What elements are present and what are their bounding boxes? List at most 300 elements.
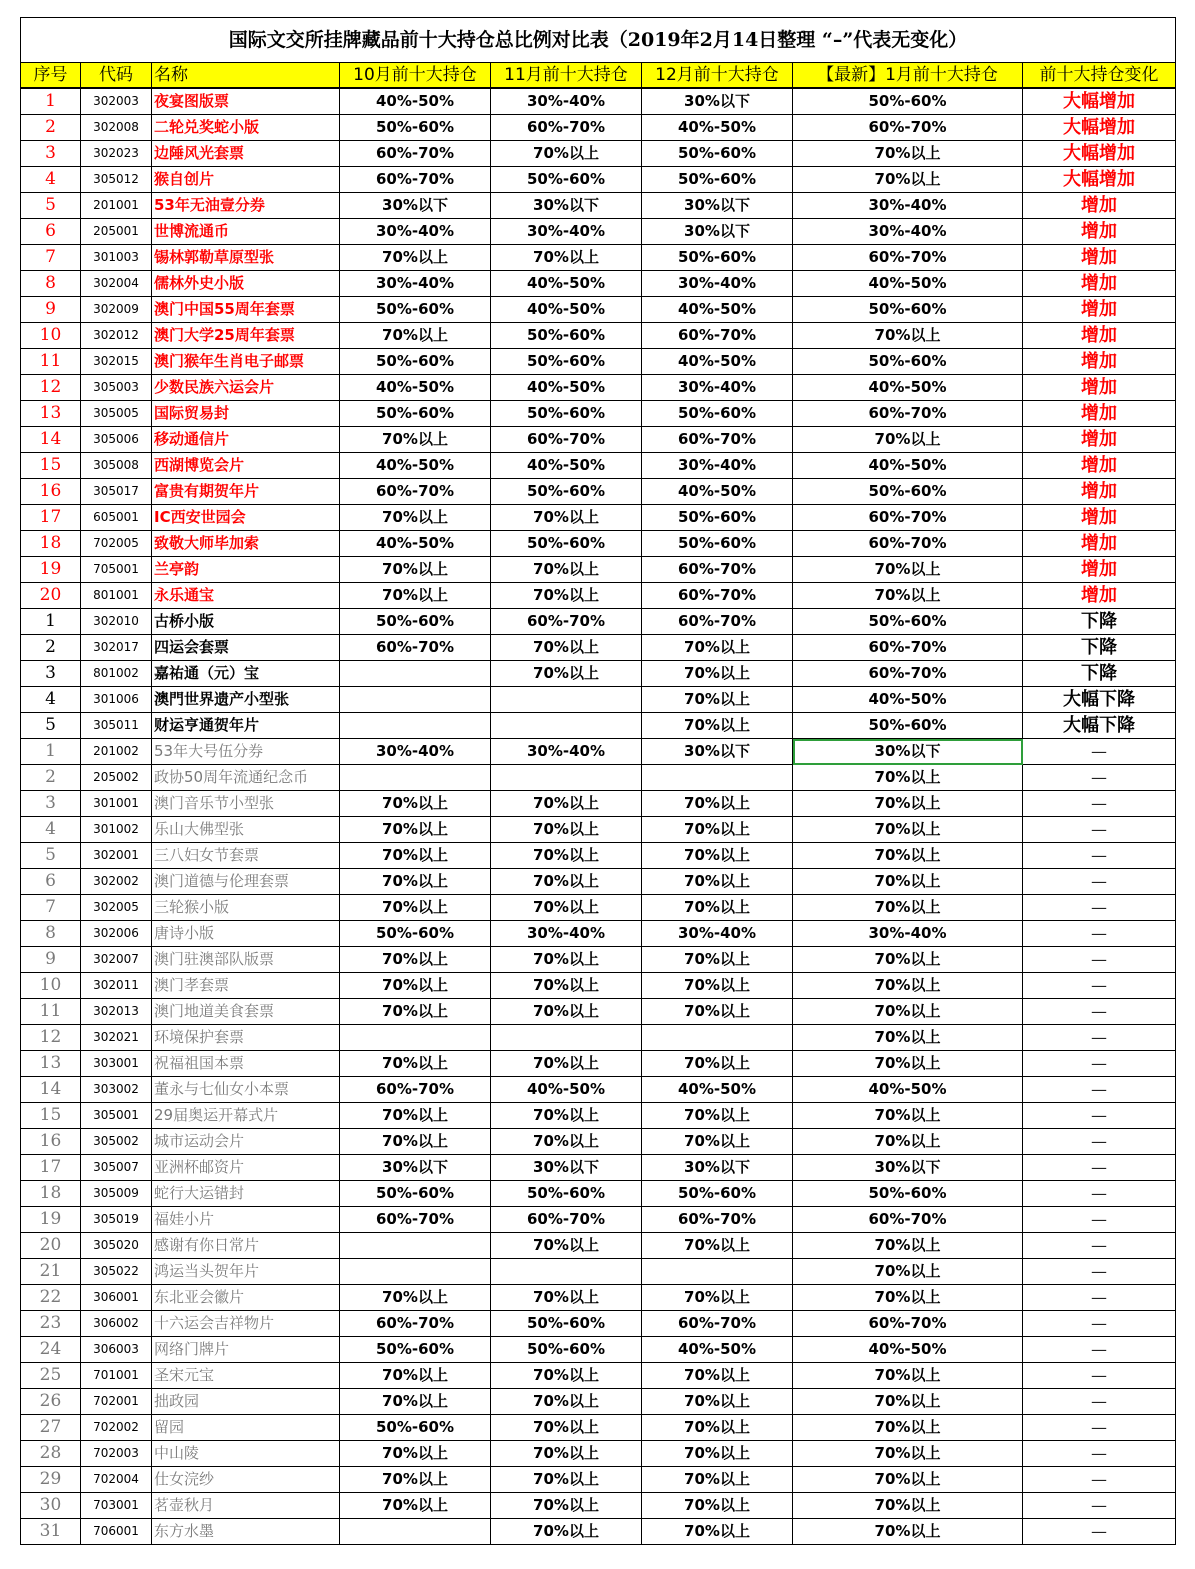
- row-nov-cell[interactable]: 70%以上: [491, 973, 642, 999]
- row-jan-cell[interactable]: 30%以下: [793, 739, 1023, 765]
- row-index-cell[interactable]: 11: [21, 349, 81, 375]
- header-oct[interactable]: 10月前十大持仓: [340, 63, 491, 89]
- row-jan-cell[interactable]: 70%以上: [793, 1285, 1023, 1311]
- row-dec-cell[interactable]: 40%-50%: [642, 1337, 793, 1363]
- row-change-cell[interactable]: —: [1023, 921, 1176, 947]
- row-jan-cell[interactable]: 70%以上: [793, 323, 1023, 349]
- row-nov-cell[interactable]: 70%以上: [491, 245, 642, 271]
- row-nov-cell[interactable]: 70%以上: [491, 1519, 642, 1545]
- row-nov-cell[interactable]: 30%-40%: [491, 739, 642, 765]
- row-dec-cell[interactable]: 30%-40%: [642, 375, 793, 401]
- row-index-cell[interactable]: 20: [21, 583, 81, 609]
- row-jan-cell[interactable]: 70%以上: [793, 1233, 1023, 1259]
- row-jan-cell[interactable]: 70%以上: [793, 1129, 1023, 1155]
- row-jan-cell[interactable]: 70%以上: [793, 1051, 1023, 1077]
- row-name-cell[interactable]: 古桥小版: [152, 609, 340, 635]
- row-change-cell[interactable]: 增加: [1023, 375, 1176, 401]
- row-code-cell[interactable]: 705001: [81, 557, 152, 583]
- row-nov-cell[interactable]: 70%以上: [491, 1389, 642, 1415]
- row-nov-cell[interactable]: 50%-60%: [491, 1311, 642, 1337]
- row-change-cell[interactable]: —: [1023, 1155, 1176, 1181]
- row-change-cell[interactable]: 增加: [1023, 531, 1176, 557]
- row-name-cell[interactable]: 永乐通宝: [152, 583, 340, 609]
- row-oct-cell[interactable]: 70%以上: [340, 817, 491, 843]
- row-code-cell[interactable]: 305011: [81, 713, 152, 739]
- row-jan-cell[interactable]: 40%-50%: [793, 271, 1023, 297]
- row-jan-cell[interactable]: 60%-70%: [793, 635, 1023, 661]
- row-jan-cell[interactable]: 70%以上: [793, 1025, 1023, 1051]
- row-dec-cell[interactable]: 70%以上: [642, 1129, 793, 1155]
- row-change-cell[interactable]: 大幅增加: [1023, 167, 1176, 193]
- row-code-cell[interactable]: 305006: [81, 427, 152, 453]
- row-dec-cell[interactable]: 70%以上: [642, 1285, 793, 1311]
- row-change-cell[interactable]: 增加: [1023, 349, 1176, 375]
- row-code-cell[interactable]: 303002: [81, 1077, 152, 1103]
- row-jan-cell[interactable]: 70%以上: [793, 869, 1023, 895]
- row-code-cell[interactable]: 302013: [81, 999, 152, 1025]
- row-code-cell[interactable]: 302002: [81, 869, 152, 895]
- row-jan-cell[interactable]: 50%-60%: [793, 349, 1023, 375]
- row-index-cell[interactable]: 19: [21, 557, 81, 583]
- row-change-cell[interactable]: —: [1023, 1207, 1176, 1233]
- row-nov-cell[interactable]: 50%-60%: [491, 1181, 642, 1207]
- header-change[interactable]: 前十大持仓变化: [1023, 63, 1176, 89]
- row-change-cell[interactable]: 下降: [1023, 635, 1176, 661]
- row-code-cell[interactable]: 303001: [81, 1051, 152, 1077]
- row-name-cell[interactable]: 唐诗小版: [152, 921, 340, 947]
- row-dec-cell[interactable]: [642, 1259, 793, 1285]
- row-jan-cell[interactable]: 40%-50%: [793, 1337, 1023, 1363]
- row-nov-cell[interactable]: 60%-70%: [491, 1207, 642, 1233]
- row-oct-cell[interactable]: 30%-40%: [340, 219, 491, 245]
- row-dec-cell[interactable]: 70%以上: [642, 1389, 793, 1415]
- row-code-cell[interactable]: 301001: [81, 791, 152, 817]
- row-oct-cell[interactable]: 70%以上: [340, 1441, 491, 1467]
- row-change-cell[interactable]: 大幅下降: [1023, 713, 1176, 739]
- row-index-cell[interactable]: 4: [21, 687, 81, 713]
- row-name-cell[interactable]: 53年无油壹分券: [152, 193, 340, 219]
- row-dec-cell[interactable]: 70%以上: [642, 843, 793, 869]
- row-change-cell[interactable]: 增加: [1023, 557, 1176, 583]
- row-change-cell[interactable]: —: [1023, 1103, 1176, 1129]
- row-code-cell[interactable]: 302023: [81, 141, 152, 167]
- row-nov-cell[interactable]: 70%以上: [491, 895, 642, 921]
- row-oct-cell[interactable]: [340, 1259, 491, 1285]
- row-code-cell[interactable]: 301002: [81, 817, 152, 843]
- row-change-cell[interactable]: 大幅增加: [1023, 141, 1176, 167]
- row-jan-cell[interactable]: 50%-60%: [793, 609, 1023, 635]
- row-change-cell[interactable]: —: [1023, 1077, 1176, 1103]
- row-dec-cell[interactable]: 70%以上: [642, 635, 793, 661]
- row-oct-cell[interactable]: 70%以上: [340, 869, 491, 895]
- row-jan-cell[interactable]: 60%-70%: [793, 505, 1023, 531]
- row-dec-cell[interactable]: 50%-60%: [642, 1181, 793, 1207]
- row-index-cell[interactable]: 5: [21, 843, 81, 869]
- row-change-cell[interactable]: —: [1023, 739, 1176, 765]
- row-change-cell[interactable]: 下降: [1023, 661, 1176, 687]
- row-change-cell[interactable]: 增加: [1023, 323, 1176, 349]
- row-nov-cell[interactable]: 70%以上: [491, 661, 642, 687]
- row-jan-cell[interactable]: 70%以上: [793, 1441, 1023, 1467]
- row-oct-cell[interactable]: 70%以上: [340, 1389, 491, 1415]
- row-name-cell[interactable]: 富贵有期贺年片: [152, 479, 340, 505]
- row-change-cell[interactable]: —: [1023, 947, 1176, 973]
- row-change-cell[interactable]: 增加: [1023, 583, 1176, 609]
- row-oct-cell[interactable]: [340, 1233, 491, 1259]
- row-code-cell[interactable]: 201002: [81, 739, 152, 765]
- row-nov-cell[interactable]: 70%以上: [491, 1051, 642, 1077]
- row-oct-cell[interactable]: 70%以上: [340, 245, 491, 271]
- row-code-cell[interactable]: 302010: [81, 609, 152, 635]
- row-jan-cell[interactable]: 70%以上: [793, 791, 1023, 817]
- row-index-cell[interactable]: 9: [21, 947, 81, 973]
- row-index-cell[interactable]: 1: [21, 88, 81, 115]
- row-nov-cell[interactable]: 70%以上: [491, 843, 642, 869]
- row-name-cell[interactable]: 澳门中国55周年套票: [152, 297, 340, 323]
- row-index-cell[interactable]: 15: [21, 1103, 81, 1129]
- row-name-cell[interactable]: 亚洲杯邮资片: [152, 1155, 340, 1181]
- row-change-cell[interactable]: —: [1023, 1415, 1176, 1441]
- row-code-cell[interactable]: 302008: [81, 115, 152, 141]
- row-change-cell[interactable]: —: [1023, 1467, 1176, 1493]
- row-index-cell[interactable]: 16: [21, 1129, 81, 1155]
- row-nov-cell[interactable]: 50%-60%: [491, 401, 642, 427]
- row-code-cell[interactable]: 305002: [81, 1129, 152, 1155]
- row-jan-cell[interactable]: 60%-70%: [793, 115, 1023, 141]
- row-index-cell[interactable]: 29: [21, 1467, 81, 1493]
- row-nov-cell[interactable]: 70%以上: [491, 557, 642, 583]
- row-jan-cell[interactable]: 60%-70%: [793, 1207, 1023, 1233]
- row-code-cell[interactable]: 305022: [81, 1259, 152, 1285]
- row-code-cell[interactable]: 301006: [81, 687, 152, 713]
- row-name-cell[interactable]: 福娃小片: [152, 1207, 340, 1233]
- row-code-cell[interactable]: 305012: [81, 167, 152, 193]
- row-oct-cell[interactable]: 60%-70%: [340, 167, 491, 193]
- row-index-cell[interactable]: 10: [21, 973, 81, 999]
- row-code-cell[interactable]: 306001: [81, 1285, 152, 1311]
- row-change-cell[interactable]: 增加: [1023, 271, 1176, 297]
- row-oct-cell[interactable]: 40%-50%: [340, 88, 491, 115]
- row-name-cell[interactable]: 国际贸易封: [152, 401, 340, 427]
- row-change-cell[interactable]: —: [1023, 843, 1176, 869]
- header-code[interactable]: 代码: [81, 63, 152, 89]
- row-change-cell[interactable]: 大幅增加: [1023, 88, 1176, 115]
- row-jan-cell[interactable]: 70%以上: [793, 141, 1023, 167]
- row-code-cell[interactable]: 302003: [81, 88, 152, 115]
- row-index-cell[interactable]: 10: [21, 323, 81, 349]
- row-name-cell[interactable]: 网络门牌片: [152, 1337, 340, 1363]
- row-jan-cell[interactable]: 70%以上: [793, 1493, 1023, 1519]
- row-jan-cell[interactable]: 70%以上: [793, 1467, 1023, 1493]
- row-nov-cell[interactable]: 50%-60%: [491, 323, 642, 349]
- row-dec-cell[interactable]: 60%-70%: [642, 427, 793, 453]
- row-dec-cell[interactable]: 50%-60%: [642, 245, 793, 271]
- row-oct-cell[interactable]: 70%以上: [340, 1285, 491, 1311]
- row-change-cell[interactable]: 增加: [1023, 401, 1176, 427]
- row-index-cell[interactable]: 22: [21, 1285, 81, 1311]
- row-oct-cell[interactable]: 50%-60%: [340, 921, 491, 947]
- row-jan-cell[interactable]: 40%-50%: [793, 687, 1023, 713]
- row-code-cell[interactable]: 306003: [81, 1337, 152, 1363]
- row-jan-cell[interactable]: 70%以上: [793, 1389, 1023, 1415]
- row-oct-cell[interactable]: 70%以上: [340, 427, 491, 453]
- row-dec-cell[interactable]: 60%-70%: [642, 1207, 793, 1233]
- row-name-cell[interactable]: 嘉祐通（元）宝: [152, 661, 340, 687]
- row-oct-cell[interactable]: 50%-60%: [340, 349, 491, 375]
- row-change-cell[interactable]: 增加: [1023, 427, 1176, 453]
- row-oct-cell[interactable]: 70%以上: [340, 947, 491, 973]
- row-dec-cell[interactable]: 50%-60%: [642, 531, 793, 557]
- row-jan-cell[interactable]: 30%以下: [793, 1155, 1023, 1181]
- header-nov[interactable]: 11月前十大持仓: [491, 63, 642, 89]
- row-dec-cell[interactable]: 70%以上: [642, 817, 793, 843]
- row-name-cell[interactable]: 祝福祖国本票: [152, 1051, 340, 1077]
- row-index-cell[interactable]: 19: [21, 1207, 81, 1233]
- row-name-cell[interactable]: 锡林郭勒草原型张: [152, 245, 340, 271]
- row-oct-cell[interactable]: 70%以上: [340, 843, 491, 869]
- row-change-cell[interactable]: 增加: [1023, 479, 1176, 505]
- row-dec-cell[interactable]: 70%以上: [642, 947, 793, 973]
- row-name-cell[interactable]: 儒林外史小版: [152, 271, 340, 297]
- row-oct-cell[interactable]: 70%以上: [340, 1129, 491, 1155]
- row-index-cell[interactable]: 8: [21, 921, 81, 947]
- row-index-cell[interactable]: 3: [21, 661, 81, 687]
- row-jan-cell[interactable]: 70%以上: [793, 557, 1023, 583]
- row-oct-cell[interactable]: 70%以上: [340, 973, 491, 999]
- row-oct-cell[interactable]: 70%以上: [340, 791, 491, 817]
- row-nov-cell[interactable]: 70%以上: [491, 817, 642, 843]
- row-oct-cell[interactable]: 40%-50%: [340, 375, 491, 401]
- row-jan-cell[interactable]: 70%以上: [793, 583, 1023, 609]
- row-code-cell[interactable]: 302005: [81, 895, 152, 921]
- row-jan-cell[interactable]: 70%以上: [793, 1103, 1023, 1129]
- row-index-cell[interactable]: 5: [21, 713, 81, 739]
- row-oct-cell[interactable]: 70%以上: [340, 1493, 491, 1519]
- row-index-cell[interactable]: 12: [21, 1025, 81, 1051]
- row-code-cell[interactable]: 605001: [81, 505, 152, 531]
- row-nov-cell[interactable]: 50%-60%: [491, 479, 642, 505]
- row-oct-cell[interactable]: 30%以下: [340, 1155, 491, 1181]
- row-code-cell[interactable]: 305020: [81, 1233, 152, 1259]
- row-change-cell[interactable]: —: [1023, 1259, 1176, 1285]
- row-nov-cell[interactable]: 50%-60%: [491, 349, 642, 375]
- row-dec-cell[interactable]: 60%-70%: [642, 1311, 793, 1337]
- row-name-cell[interactable]: 仕女浣纱: [152, 1467, 340, 1493]
- header-index[interactable]: 序号: [21, 63, 81, 89]
- row-code-cell[interactable]: 702004: [81, 1467, 152, 1493]
- row-change-cell[interactable]: —: [1023, 1337, 1176, 1363]
- row-dec-cell[interactable]: [642, 765, 793, 791]
- row-name-cell[interactable]: 董永与七仙女小本票: [152, 1077, 340, 1103]
- header-jan[interactable]: 【最新】1月前十大持仓: [793, 63, 1023, 89]
- row-dec-cell[interactable]: 70%以上: [642, 661, 793, 687]
- row-change-cell[interactable]: —: [1023, 817, 1176, 843]
- row-oct-cell[interactable]: 70%以上: [340, 999, 491, 1025]
- row-jan-cell[interactable]: 60%-70%: [793, 661, 1023, 687]
- row-oct-cell[interactable]: 70%以上: [340, 895, 491, 921]
- row-change-cell[interactable]: 增加: [1023, 297, 1176, 323]
- row-dec-cell[interactable]: 70%以上: [642, 1051, 793, 1077]
- row-index-cell[interactable]: 15: [21, 453, 81, 479]
- row-index-cell[interactable]: 20: [21, 1233, 81, 1259]
- row-dec-cell[interactable]: 70%以上: [642, 1467, 793, 1493]
- row-change-cell[interactable]: 增加: [1023, 193, 1176, 219]
- row-code-cell[interactable]: 305005: [81, 401, 152, 427]
- row-index-cell[interactable]: 5: [21, 193, 81, 219]
- row-nov-cell[interactable]: [491, 1025, 642, 1051]
- row-dec-cell[interactable]: 50%-60%: [642, 505, 793, 531]
- row-nov-cell[interactable]: 70%以上: [491, 1363, 642, 1389]
- row-oct-cell[interactable]: [340, 687, 491, 713]
- row-index-cell[interactable]: 30: [21, 1493, 81, 1519]
- row-jan-cell[interactable]: 70%以上: [793, 427, 1023, 453]
- row-dec-cell[interactable]: 70%以上: [642, 973, 793, 999]
- row-nov-cell[interactable]: [491, 765, 642, 791]
- row-name-cell[interactable]: 澳门孝套票: [152, 973, 340, 999]
- row-change-cell[interactable]: 增加: [1023, 245, 1176, 271]
- row-nov-cell[interactable]: 40%-50%: [491, 1077, 642, 1103]
- row-dec-cell[interactable]: 40%-50%: [642, 297, 793, 323]
- row-oct-cell[interactable]: 70%以上: [340, 583, 491, 609]
- row-index-cell[interactable]: 17: [21, 505, 81, 531]
- row-name-cell[interactable]: IC西安世园会: [152, 505, 340, 531]
- row-oct-cell[interactable]: 60%-70%: [340, 635, 491, 661]
- row-change-cell[interactable]: —: [1023, 1233, 1176, 1259]
- row-nov-cell[interactable]: [491, 1259, 642, 1285]
- row-nov-cell[interactable]: 60%-70%: [491, 609, 642, 635]
- row-nov-cell[interactable]: 70%以上: [491, 1415, 642, 1441]
- row-index-cell[interactable]: 3: [21, 791, 81, 817]
- row-index-cell[interactable]: 9: [21, 297, 81, 323]
- row-name-cell[interactable]: 茗壶秋月: [152, 1493, 340, 1519]
- row-index-cell[interactable]: 25: [21, 1363, 81, 1389]
- row-code-cell[interactable]: 302009: [81, 297, 152, 323]
- row-code-cell[interactable]: 205001: [81, 219, 152, 245]
- row-code-cell[interactable]: 702005: [81, 531, 152, 557]
- row-index-cell[interactable]: 26: [21, 1389, 81, 1415]
- row-oct-cell[interactable]: 60%-70%: [340, 479, 491, 505]
- row-dec-cell[interactable]: 40%-50%: [642, 479, 793, 505]
- header-name[interactable]: 名称: [152, 63, 340, 89]
- row-jan-cell[interactable]: 70%以上: [793, 1415, 1023, 1441]
- row-name-cell[interactable]: 29届奥运开幕式片: [152, 1103, 340, 1129]
- row-oct-cell[interactable]: 60%-70%: [340, 1077, 491, 1103]
- row-index-cell[interactable]: 13: [21, 1051, 81, 1077]
- row-nov-cell[interactable]: 40%-50%: [491, 453, 642, 479]
- row-nov-cell[interactable]: 50%-60%: [491, 1337, 642, 1363]
- row-oct-cell[interactable]: 70%以上: [340, 1467, 491, 1493]
- row-index-cell[interactable]: 14: [21, 1077, 81, 1103]
- row-dec-cell[interactable]: 40%-50%: [642, 349, 793, 375]
- row-jan-cell[interactable]: 60%-70%: [793, 1311, 1023, 1337]
- row-nov-cell[interactable]: 70%以上: [491, 635, 642, 661]
- row-jan-cell[interactable]: 40%-50%: [793, 453, 1023, 479]
- row-dec-cell[interactable]: 30%-40%: [642, 453, 793, 479]
- row-dec-cell[interactable]: 30%-40%: [642, 271, 793, 297]
- row-name-cell[interactable]: 东方水墨: [152, 1519, 340, 1545]
- row-nov-cell[interactable]: 70%以上: [491, 1467, 642, 1493]
- row-name-cell[interactable]: 澳门道德与伦理套票: [152, 869, 340, 895]
- row-oct-cell[interactable]: 40%-50%: [340, 531, 491, 557]
- row-nov-cell[interactable]: [491, 687, 642, 713]
- row-code-cell[interactable]: 302012: [81, 323, 152, 349]
- row-jan-cell[interactable]: 50%-60%: [793, 297, 1023, 323]
- row-change-cell[interactable]: —: [1023, 1493, 1176, 1519]
- row-jan-cell[interactable]: 30%-40%: [793, 219, 1023, 245]
- row-name-cell[interactable]: 西湖博览会片: [152, 453, 340, 479]
- row-name-cell[interactable]: 四运会套票: [152, 635, 340, 661]
- row-dec-cell[interactable]: 60%-70%: [642, 609, 793, 635]
- row-name-cell[interactable]: 中山陵: [152, 1441, 340, 1467]
- row-dec-cell[interactable]: 70%以上: [642, 895, 793, 921]
- row-oct-cell[interactable]: 60%-70%: [340, 141, 491, 167]
- row-nov-cell[interactable]: 30%-40%: [491, 921, 642, 947]
- row-nov-cell[interactable]: 70%以上: [491, 947, 642, 973]
- row-oct-cell[interactable]: 50%-60%: [340, 1337, 491, 1363]
- row-code-cell[interactable]: 302011: [81, 973, 152, 999]
- row-code-cell[interactable]: 302001: [81, 843, 152, 869]
- row-nov-cell[interactable]: 40%-50%: [491, 297, 642, 323]
- row-dec-cell[interactable]: 50%-60%: [642, 401, 793, 427]
- row-nov-cell[interactable]: 70%以上: [491, 1103, 642, 1129]
- row-index-cell[interactable]: 1: [21, 739, 81, 765]
- row-jan-cell[interactable]: 70%以上: [793, 765, 1023, 791]
- row-index-cell[interactable]: 6: [21, 219, 81, 245]
- row-index-cell[interactable]: 7: [21, 895, 81, 921]
- row-code-cell[interactable]: 702001: [81, 1389, 152, 1415]
- row-dec-cell[interactable]: 70%以上: [642, 999, 793, 1025]
- row-jan-cell[interactable]: 50%-60%: [793, 713, 1023, 739]
- row-index-cell[interactable]: 2: [21, 635, 81, 661]
- row-nov-cell[interactable]: 30%以下: [491, 193, 642, 219]
- row-dec-cell[interactable]: 70%以上: [642, 791, 793, 817]
- row-oct-cell[interactable]: 70%以上: [340, 1103, 491, 1129]
- row-code-cell[interactable]: 306002: [81, 1311, 152, 1337]
- row-code-cell[interactable]: 302006: [81, 921, 152, 947]
- row-name-cell[interactable]: 财运亨通贺年片: [152, 713, 340, 739]
- row-dec-cell[interactable]: 40%-50%: [642, 1077, 793, 1103]
- row-oct-cell[interactable]: 50%-60%: [340, 297, 491, 323]
- row-oct-cell[interactable]: 40%-50%: [340, 453, 491, 479]
- row-jan-cell[interactable]: 70%以上: [793, 1363, 1023, 1389]
- row-index-cell[interactable]: 24: [21, 1337, 81, 1363]
- row-jan-cell[interactable]: 70%以上: [793, 167, 1023, 193]
- row-index-cell[interactable]: 2: [21, 115, 81, 141]
- row-name-cell[interactable]: 乐山大佛型张: [152, 817, 340, 843]
- row-oct-cell[interactable]: 30%-40%: [340, 271, 491, 297]
- row-oct-cell[interactable]: 70%以上: [340, 505, 491, 531]
- row-dec-cell[interactable]: 70%以上: [642, 1493, 793, 1519]
- row-oct-cell[interactable]: [340, 713, 491, 739]
- row-dec-cell[interactable]: 50%-60%: [642, 167, 793, 193]
- row-oct-cell[interactable]: 70%以上: [340, 323, 491, 349]
- row-name-cell[interactable]: 53年大号伍分券: [152, 739, 340, 765]
- row-dec-cell[interactable]: 60%-70%: [642, 583, 793, 609]
- row-code-cell[interactable]: 701001: [81, 1363, 152, 1389]
- row-change-cell[interactable]: —: [1023, 1363, 1176, 1389]
- row-index-cell[interactable]: 27: [21, 1415, 81, 1441]
- row-dec-cell[interactable]: 30%以下: [642, 739, 793, 765]
- row-code-cell[interactable]: 305009: [81, 1181, 152, 1207]
- row-index-cell[interactable]: 21: [21, 1259, 81, 1285]
- row-code-cell[interactable]: 305007: [81, 1155, 152, 1181]
- row-nov-cell[interactable]: 30%以下: [491, 1155, 642, 1181]
- row-oct-cell[interactable]: 50%-60%: [340, 609, 491, 635]
- row-name-cell[interactable]: 世博流通币: [152, 219, 340, 245]
- row-name-cell[interactable]: 留园: [152, 1415, 340, 1441]
- row-code-cell[interactable]: 305008: [81, 453, 152, 479]
- row-nov-cell[interactable]: 70%以上: [491, 1493, 642, 1519]
